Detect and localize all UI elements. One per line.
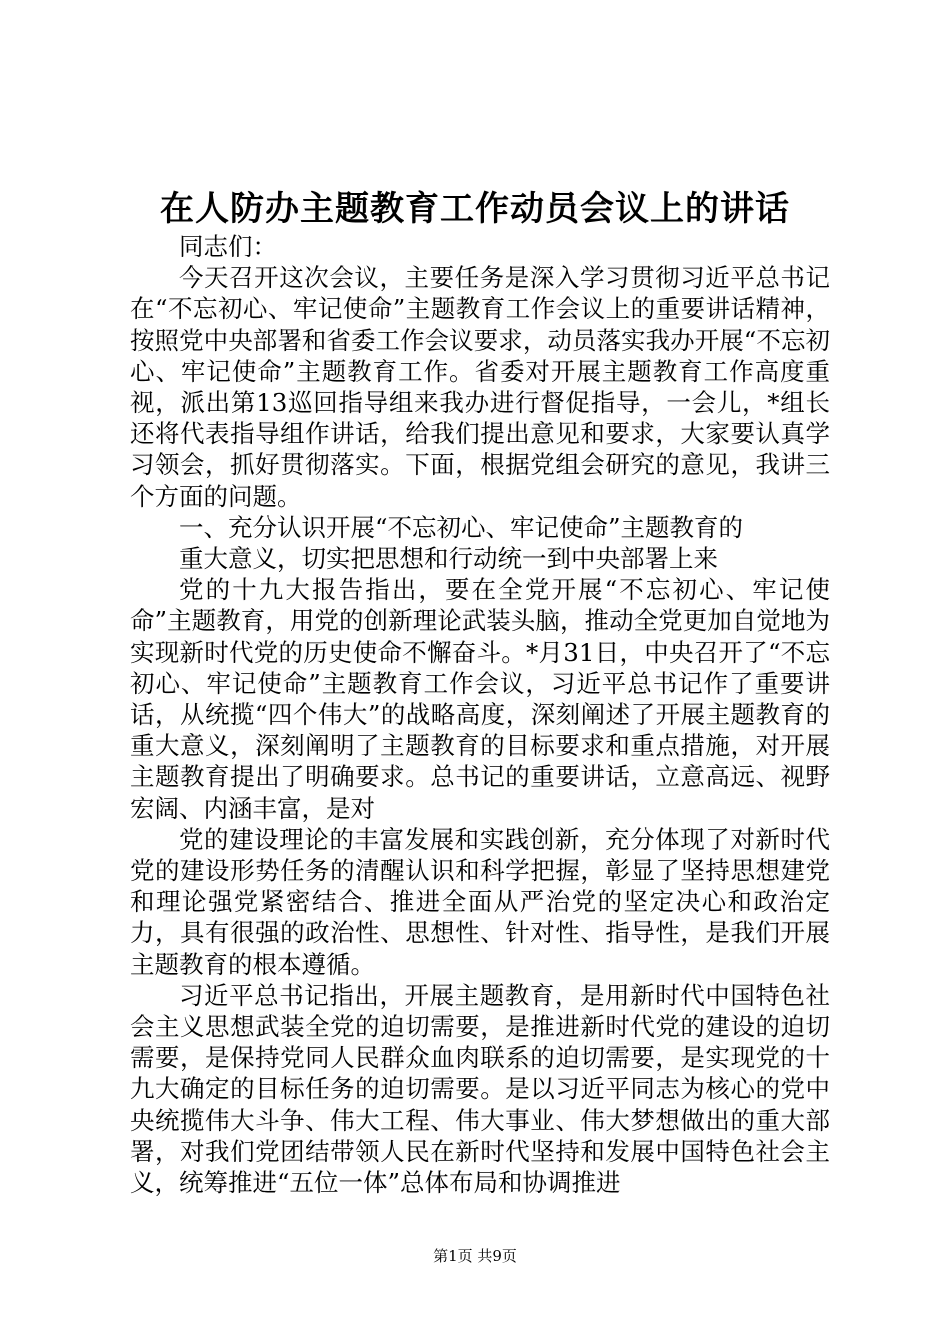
paragraph-needs: 习近平总书记指出，开展主题教育，是用新时代中国特色社会主义思想武装全党的迫切需要，是推进新时代党的建设的迫切需要，是保持党同人民群众血肉联系的迫切需要，是实现党的十九大确定的目标任务的迫切需要。是以习近平同志为核心的党中央统揽伟大斗争、伟大工程、伟大事业、伟大梦想做出的重大部署，对我们党团结带领人民在新时代坚持和发展中国特色社会主义，统筹推进“五位一体”总体布局和协调推进 — [130, 980, 830, 1198]
document-body — [130, 231, 830, 1198]
document-title: 在人防办主题教育工作动员会议上的讲话 — [160, 189, 790, 229]
paragraph-intro: 今天召开这次会议，主要任务是深入学习贯彻习近平总书记在“不忘初心、牢记使命”主题教育工作会议上的重要讲话精神，按照党中央部署和省委工作会议要求，动员落实我办开展“不忘初心、牢记使命”主题教育工作。省委对开展主题教育工作高度重视，派出第13巡回指导组来我办进行督促指导，一会儿，*组长还将代表指导组作讲话，给我们提出意见和要求，大家要认真学习领会，抓好贯彻落实。下面，根据党组会研究的意见，我讲三个方面的问题。 — [130, 263, 830, 511]
salutation: 同志们： — [179, 232, 277, 261]
paragraph-report: 党的十九大报告指出，要在全党开展“不忘初心、牢记使命”主题教育，用党的创新理论武装头脑，推动全党更加自觉地为实现新时代党的历史使命不懈奋斗。*月31日，中央召开了“不忘初心、牢记使命”主题教育工作会议，习近平总书记作了重要讲话，从统揽“四个伟大”的战略高度，深刻阐述了开展主题教育的重大意义，深刻阐明了主题教育的目标要求和重点措施，对开展主题教育提出了明确要求。总书记的重要讲话，立意高远、视野宏阔、内涵丰富，是对 — [130, 575, 830, 823]
page-number-footer: 第1页 共9页 — [433, 1247, 517, 1265]
section-heading-line1: 一、充分认识开展“不忘初心、牢记使命”主题教育的 — [179, 512, 744, 542]
paragraph-theory: 党的建设理论的丰富发展和实践创新，充分体现了对新时代党的建设形势任务的清醒认识和科学把握，彰显了坚持思想建党和理论强党紧密结合、推进全面从严治党的坚定决心和政治定力，具有很强的政治性、思想性、针对性、指导性，是我们开展主题教育的根本遵循。 — [130, 824, 830, 979]
section-heading-line2: 重大意义，切实把思想和行动统一到中央部署上来 — [179, 544, 718, 574]
